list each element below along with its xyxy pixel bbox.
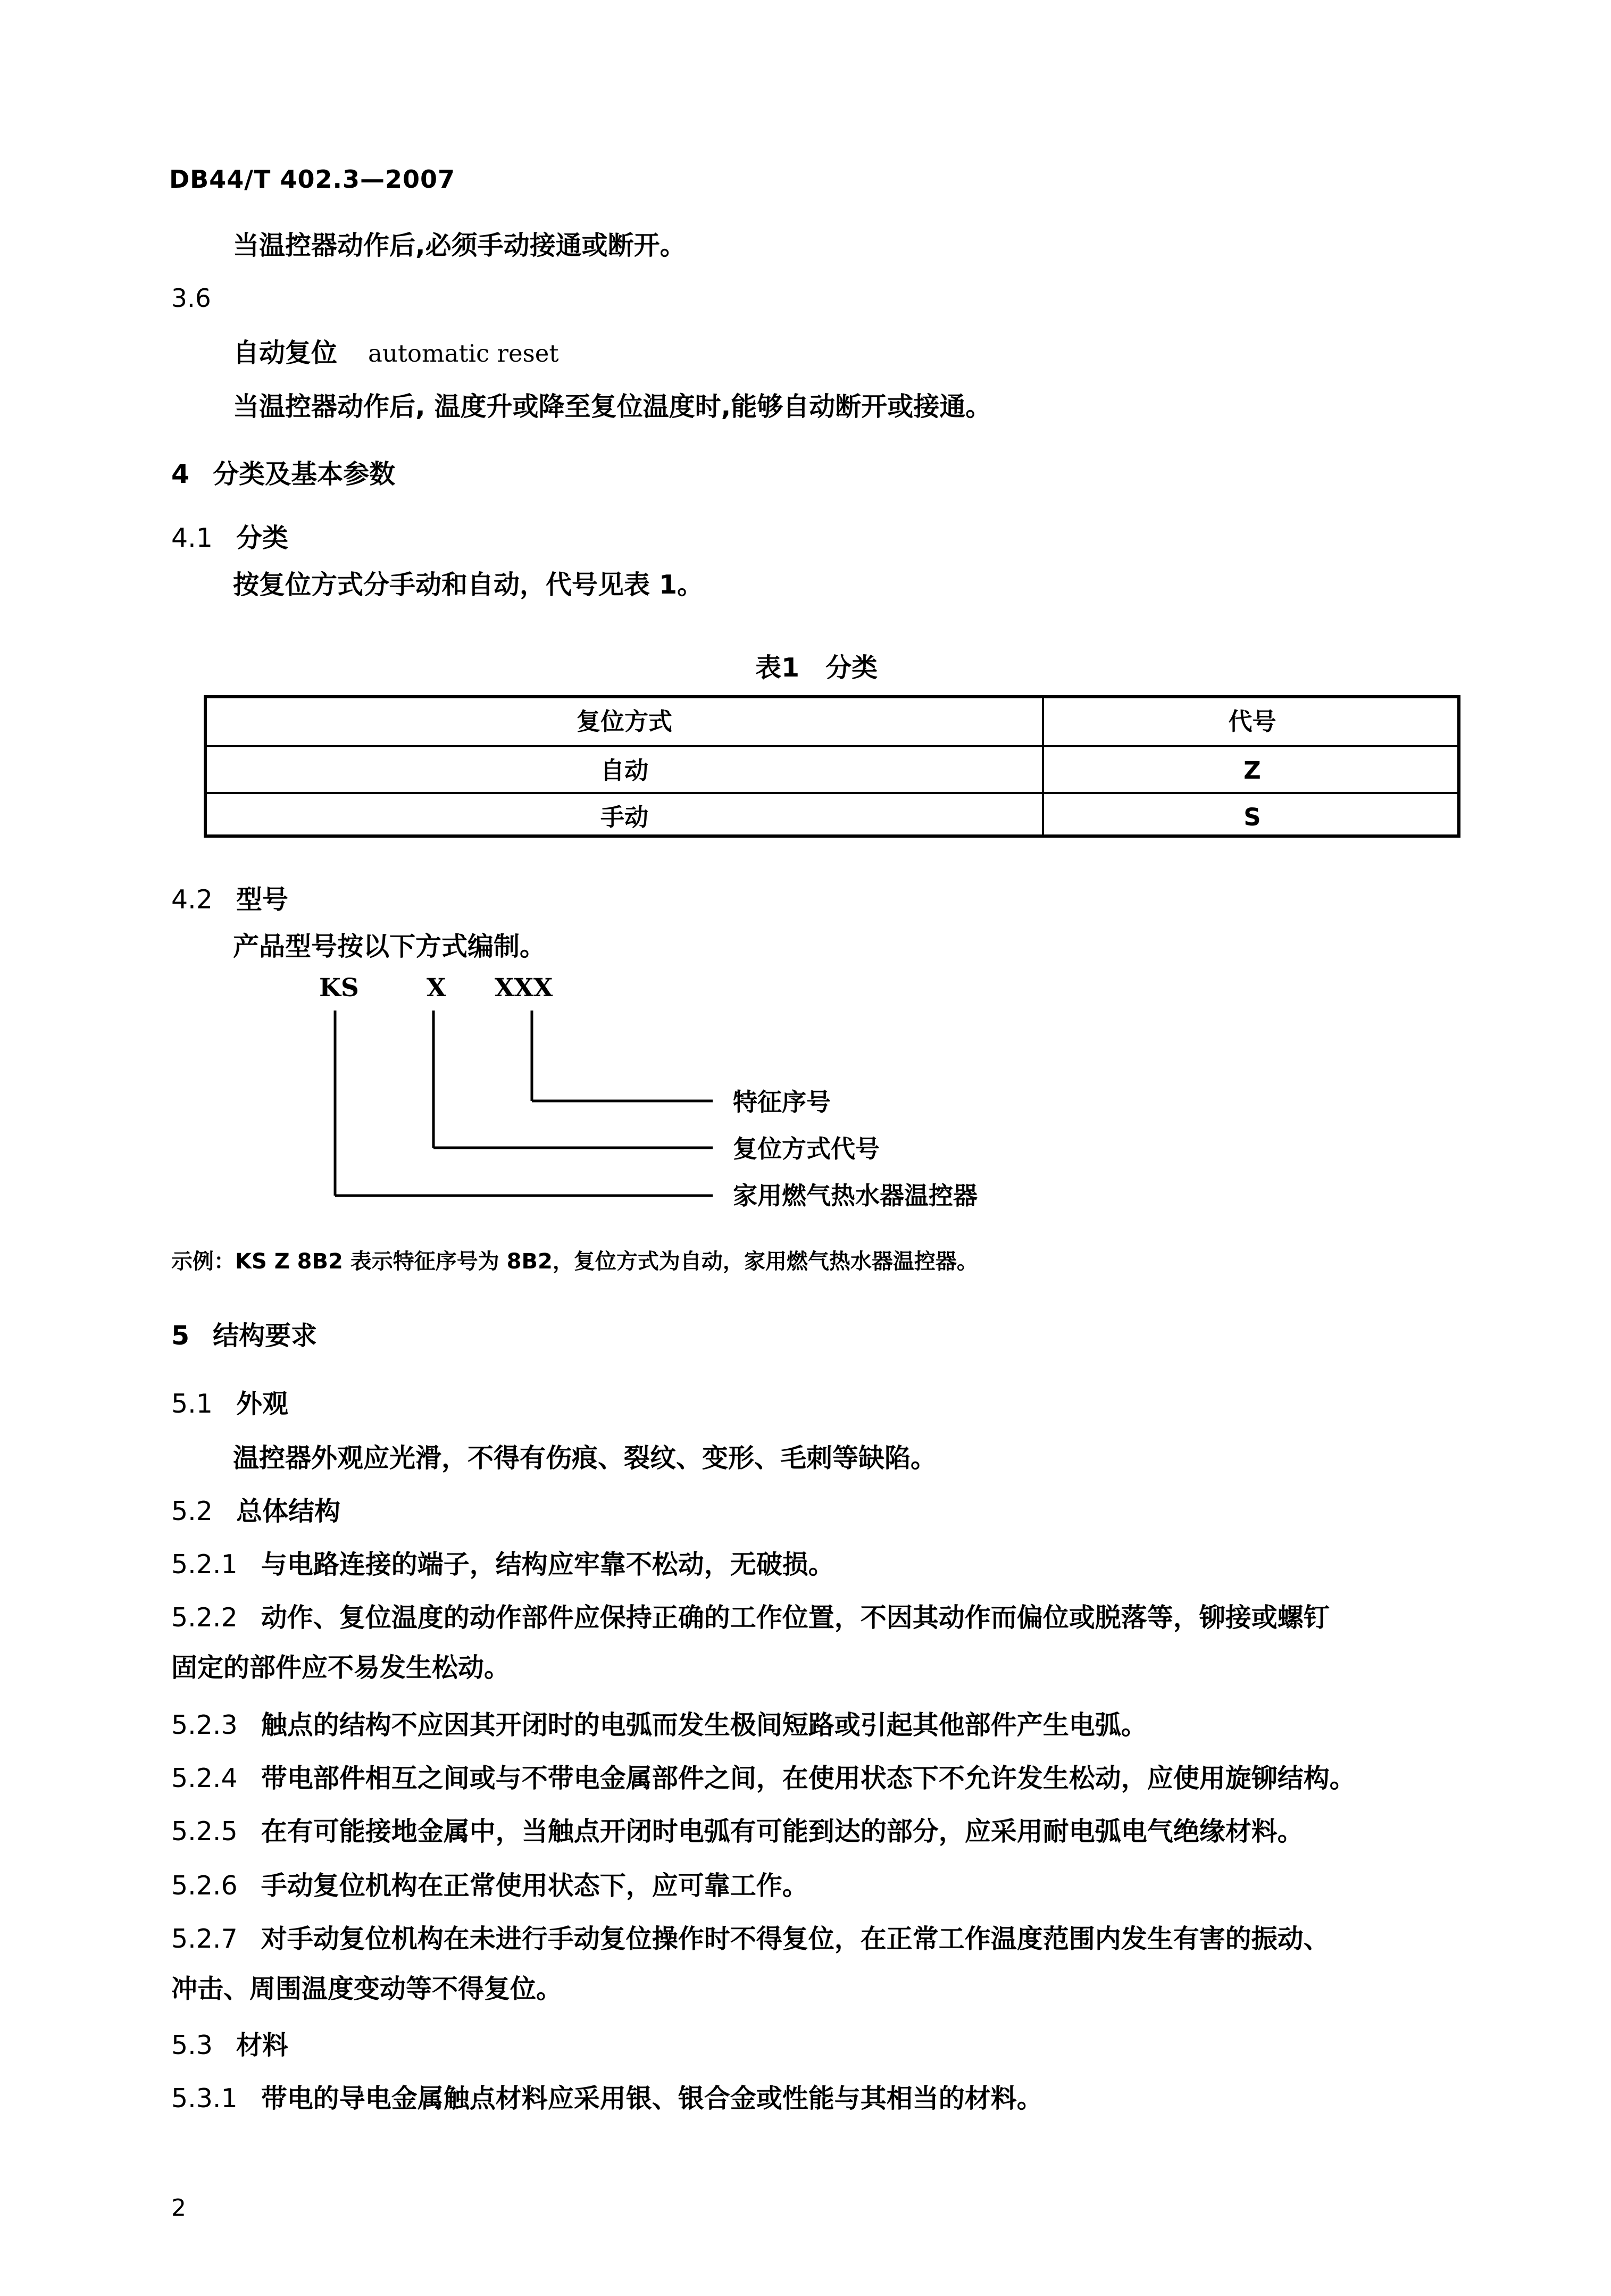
clause-item-continuation: 固定的部件应不易发生松动。 bbox=[171, 1652, 511, 1683]
clause-3-6-number: 3.6 bbox=[171, 284, 211, 313]
model-code-xxx: XXX bbox=[495, 973, 553, 1003]
section-4-heading: 4 分类及基本参数 bbox=[171, 459, 396, 489]
model-code-x: X bbox=[427, 973, 446, 1003]
label-reset-method-code: 复位方式代号 bbox=[733, 1134, 880, 1163]
term-cn: 自动复位 bbox=[233, 338, 338, 368]
clause-item-continuation: 冲击、周围温度变动等不得复位。 bbox=[171, 1974, 563, 2004]
label-feature-number: 特征序号 bbox=[733, 1088, 831, 1116]
clause-item: 5.2.1 与电路连接的端子，结构应牢靠不松动，无破损。 bbox=[171, 1549, 834, 1580]
table-1-caption: 表1 分类 bbox=[755, 653, 878, 683]
clause-item: 5.2.5 在有可能接地金属中，当触点开闭时电弧有可能到达的部分，应采用耐电弧电气绝缘材料。 bbox=[171, 1816, 1304, 1847]
clause-item: 5.2.4 带电部件相互之间或与不带电金属部件之间，在使用状态下不允许发生松动，应使用旋铆结构。 bbox=[171, 1763, 1356, 1793]
clause-3-6-definition: 当温控器动作后, 温度升或降至复位温度时,能够自动断开或接通。 bbox=[233, 391, 992, 422]
table-header-reset-method: 复位方式 bbox=[576, 707, 672, 736]
term-en: automatic reset bbox=[368, 339, 559, 368]
clause-item: 5.3.1 带电的导电金属触点材料应采用银、银合金或性能与其相当的材料。 bbox=[171, 2083, 1043, 2114]
table-header-code: 代号 bbox=[1228, 707, 1276, 736]
classification-table bbox=[204, 695, 1460, 838]
section-5-3-heading: 5.3 材料 bbox=[171, 2030, 288, 2060]
table-cell-method: 自动 bbox=[600, 756, 648, 784]
label-thermostat: 家用燃气热水器温控器 bbox=[733, 1181, 978, 1210]
table-row bbox=[207, 792, 1457, 841]
document-code: DB44/T 402.3—2007 bbox=[169, 165, 455, 194]
section-5-1-heading: 5.1 外观 bbox=[171, 1389, 288, 1419]
clause-item: 5.2.7 对手动复位机构在未进行手动复位操作时不得复位，在正常工作温度范围内发生有害的振动、 bbox=[171, 1924, 1330, 1954]
table-cell-code: Z bbox=[1243, 756, 1261, 784]
clause-3-5-definition: 当温控器动作后,必须手动接通或断开。 bbox=[233, 230, 686, 261]
clause-item: 5.2.3 触点的结构不应因其开闭时的电弧而发生极间短路或引起其他部件产生电弧。 bbox=[171, 1710, 1147, 1740]
clause-item: 5.2.6 手动复位机构在正常使用状态下，应可靠工作。 bbox=[171, 1871, 808, 1901]
section-4-1-text: 按复位方式分手动和自动，代号见表 1。 bbox=[233, 570, 704, 600]
section-4-2-text: 产品型号按以下方式编制。 bbox=[233, 931, 546, 962]
table-cell-code: S bbox=[1243, 803, 1261, 831]
table-cell-method: 手动 bbox=[600, 803, 648, 831]
section-5-1-text: 温控器外观应光滑，不得有伤痕、裂纹、变形、毛刺等缺陷。 bbox=[233, 1443, 937, 1473]
model-example: 示例：KS Z 8B2 表示特征序号为 8B2，复位方式为自动，家用燃气热水器温控器。 bbox=[171, 1249, 978, 1274]
table-row bbox=[207, 745, 1457, 794]
model-code-ks: KS bbox=[319, 973, 359, 1003]
section-5-heading: 5 结构要求 bbox=[171, 1321, 318, 1351]
page-number: 2 bbox=[171, 2194, 186, 2222]
section-4-2-heading: 4.2 型号 bbox=[171, 884, 288, 915]
section-5-2-heading: 5.2 总体结构 bbox=[171, 1496, 340, 1526]
clause-3-6-term bbox=[233, 336, 558, 371]
clause-item: 5.2.2 动作、复位温度的动作部件应保持正确的工作位置，不因其动作而偏位或脱落等，铆接或螺钉 bbox=[171, 1602, 1330, 1633]
section-4-1-heading: 4.1 分类 bbox=[171, 523, 288, 553]
table-header-row bbox=[207, 698, 1457, 745]
